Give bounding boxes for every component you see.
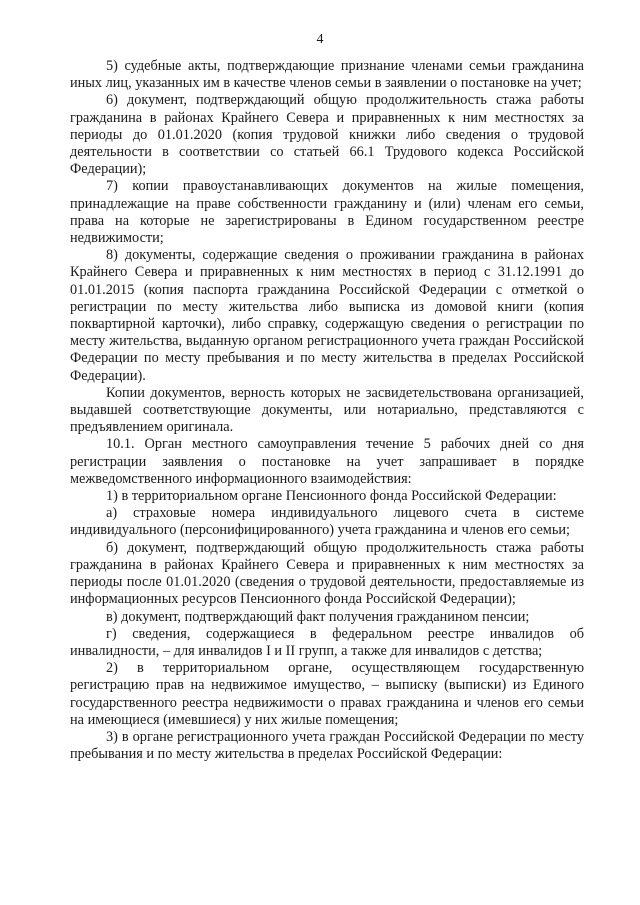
paragraph-item-6: 6) документ, подтверждающий общую продолжительность стажа работы гражданина в районах Крайнего Севера и приравненных к ним местностях за периоды до 01.01.2020 (копия трудовой книжки либо сведения о трудовой деятельности в соответствии со статьей 66.1 Трудового кодекса Российской Федерации);	[70, 92, 584, 178]
paragraph-10-1-item-2: 2) в территориальном органе, осуществляющем государственную регистрацию прав на недвижимое имущество, – выписку (выписки) из Единого государственного реестра недвижимости о правах гражданина и членов его семьи на имеющиеся (имевшиеся) у них жилые помещения;	[70, 660, 584, 728]
paragraph-item-5: 5) судебные акты, подтверждающие признание членами семьи гражданина иных лиц, указанных им в качестве членов семьи в заявлении о постановке на учет;	[70, 58, 584, 92]
paragraph-10-1-item-1b: б) документ, подтверждающий общую продолжительность стажа работы гражданина в районах Крайнего Севера и приравненных к ним местностях за периоды после 01.01.2020 (сведения о трудовой деятельности, предоставляемые из информационных ресурсов Пенсионного фонда Российской Федерации);	[70, 539, 584, 608]
paragraph-10-1-item-1v: в) документ, подтверждающий факт получения гражданином пенсии;	[106, 608, 530, 625]
document-body	[70, 58, 584, 763]
paragraph-10-1: 10.1. Орган местного самоуправления течение 5 рабочих дней со дня регистрации заявления о постановке на учет запрашивает в порядке межведомственного информационного взаимодействия:	[70, 436, 584, 487]
paragraph-10-1-item-1a: а) страховые номера индивидуального лицевого счета в системе индивидуального (персонифицированного) учета гражданина и членов его семьи;	[70, 505, 584, 539]
paragraph-item-7: 7) копии правоустанавливающих документов на жилые помещения, принадлежащие на праве собственности гражданину и (или) членам его семьи, права на которые не зарегистрированы в Едином государственном реестре недвижимости;	[70, 178, 584, 247]
paragraph-10-1-item-3: 3) в органе регистрационного учета граждан Российской Федерации по месту пребывания и по месту жительства в пределах Российской Федерации:	[70, 728, 584, 763]
paragraph-item-8: 8) документы, содержащие сведения о проживании гражданина в районах Крайнего Севера и приравненных к ним местностях в период с 31.12.1991 до 01.01.2015 (копия паспорта гражданина Российской Федерации с отметкой о регистрации по месту жительства либо выписка из домовой книги (копия поквартирной карточки), либо справку, содержащую сведения о регистрации по месту жительства, выданную органом регистрационного учета граждан Российской Федерации по месту пребывания и по месту жительства в пределах Российской Федерации).	[70, 247, 584, 384]
paragraph-10-1-item-1: 1) в территориальном органе Пенсионного фонда Российской Федерации:	[106, 488, 557, 505]
paragraph-copies-note: Копии документов, верность которых не засвидетельствована организацией, выдавшей соответствующие документы, или нотариально, представляются с предъявлением оригинала.	[70, 384, 584, 436]
paragraph-10-1-item-1g: г) сведения, содержащиеся в федеральном реестре инвалидов об инвалидности, – для инвалидов I и II групп, а также для инвалидов с детства;	[70, 625, 584, 659]
page-number: 4	[316, 32, 324, 47]
